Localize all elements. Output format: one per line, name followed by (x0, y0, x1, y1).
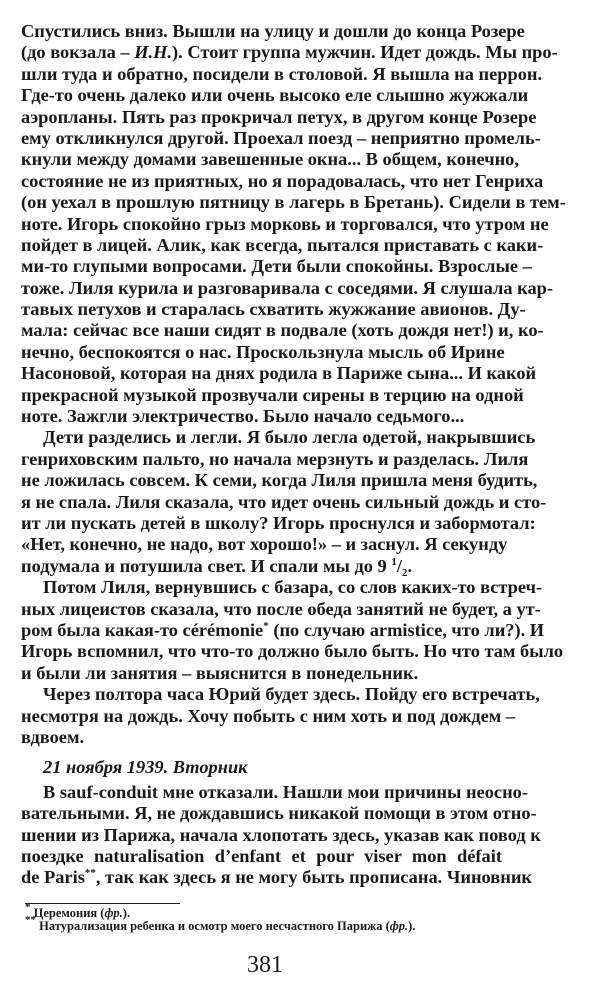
text-line (21, 427, 536, 448)
text-line (21, 234, 544, 256)
text-line (21, 727, 502, 748)
text-line (21, 684, 540, 705)
text-line (21, 256, 532, 277)
diary-text-body (21, 21, 566, 748)
text-segment: нечно, беспокоятся о нас. Проскользнула мысль об Ирине (21, 341, 505, 362)
text-line (21, 577, 543, 598)
text-line (21, 867, 533, 888)
text-segment: Игорь вспомнил, что что-то должно было быть. Но что там было (21, 641, 564, 662)
text-segment: ему откликнулся другой. Проехал поезд – неприятно промель- (21, 127, 541, 148)
text-line (21, 406, 502, 427)
text-segment: , так как здесь я не могу быть прописана. Чиновник (95, 867, 533, 887)
text-line (21, 824, 541, 846)
text-segment: ** (84, 867, 96, 879)
text-line (21, 470, 538, 491)
footnote-2: ** Натурализация ребенка и осмотр моего несчастного Парижа (фр.). (25, 914, 416, 933)
text-segment: состояние не из приятных, но я порадовалась, что нет Генриха (21, 170, 544, 191)
diary-entry-text (21, 782, 541, 888)
text-line (21, 63, 543, 85)
text-line (21, 534, 508, 555)
footnote-divider (25, 903, 180, 904)
text-segment: de Paris (21, 867, 85, 887)
text-line (21, 782, 528, 803)
text-line (21, 192, 566, 213)
text-segment: шли туда и обратно, посидели в столовой. Я вышла на перрон. (21, 63, 543, 84)
text-segment: ит ли пускать детей в школу? Игорь проснулся и забормотал: (21, 512, 536, 533)
text-segment: ром была какая-то cérémonie (21, 619, 264, 640)
text-segment: Потом Лиля, вернувшись с базара, со слов каких-то встреч- (43, 577, 543, 598)
text-segment: тоже. Лиля курила и разговаривала с соседями. Я слушала кар- (21, 277, 554, 298)
text-segment: Спустились вниз. Вышли на улицу и дошли до конца Розере (21, 21, 525, 41)
text-segment: не ложилась совсем. К семи, когда Лиля пришла меня будить, (21, 470, 538, 491)
text-segment: несмотря на дождь. Хочу побыть с ним хоть и под дождем – (21, 705, 516, 726)
text-segment: 1 (391, 555, 397, 568)
text-line (21, 213, 549, 235)
diary-entry-heading: 21 ноября 1939. Вторник (43, 757, 248, 777)
text-line (21, 448, 529, 470)
text-line (21, 149, 519, 170)
footnote-mark: * (25, 901, 31, 913)
text-segment: подумала и потушила свет. И спали мы до 9 (21, 555, 392, 576)
text-line (21, 299, 526, 320)
text-segment: ных лицеистов сказала, что после обеда занятий не будет, а ут- (21, 598, 541, 619)
text-segment: И.Н. (134, 42, 173, 63)
text-line (21, 619, 545, 641)
text-segment: 2 (401, 566, 408, 579)
page-number: 381 (247, 952, 283, 978)
text-segment: тавых петухов и старалась схватить жужжание авионов. Ду- (21, 299, 526, 320)
text-line (21, 170, 544, 192)
text-segment: ми-то глупыми вопросами. Дети были спокойны. Взрослые – (21, 256, 532, 277)
text-segment: вдвоем. (21, 726, 85, 747)
text-line (21, 803, 537, 824)
text-line (21, 106, 537, 128)
text-line (21, 320, 544, 341)
text-line (21, 846, 502, 867)
text-segment: пойдет в лицей. Алик, как всегда, пытался приставать с каки- (21, 234, 544, 255)
text-line (21, 127, 541, 149)
text-segment: (он уехал в прошлую пятницу в лагерь в Бретань). Сидели в тем- (21, 192, 566, 213)
text-line (21, 85, 529, 106)
text-line (21, 341, 505, 363)
text-segment: «Нет, конечно, не надо, вот хорошо!» – и заснул. Я секунду (21, 534, 508, 555)
text-line (21, 21, 525, 42)
text-segment: Где-то очень далеко или очень высоко еле слышно жужжали (21, 85, 529, 106)
text-line (21, 363, 537, 384)
text-segment: . (407, 555, 413, 576)
text-segment: / (396, 555, 402, 576)
text-line (21, 663, 502, 684)
text-segment: шении из Парижа, начала хлопотать здесь, указав как повод к (21, 824, 541, 845)
text-segment: * (263, 619, 269, 632)
text-segment: мала: сейчас все наши сидят в подвале (хоть дождя нет!) и, ко- (21, 320, 544, 341)
text-segment: (до вокзала – (21, 42, 135, 63)
footnote-1: * Церемония (фр.). (25, 901, 131, 920)
text-segment: ноте. Зажгли электричество. Было начало седьмого... (21, 406, 465, 427)
text-segment: генриховским пальто, но начала мерзнуть и разделась. Лиля (21, 448, 529, 469)
text-segment: Дети разделись и легли. Я было легла одетой, накрывшись (43, 427, 536, 448)
text-segment: вательными. Я, не дождавшись никакой помощи в этом отно- (21, 803, 537, 824)
text-segment: поездке naturalisation d’enfant et pour viser mon défait (21, 845, 502, 866)
text-line (21, 42, 558, 63)
text-segment: (по случаю armistice, что ли?). И (268, 619, 545, 640)
text-segment: прекрасной музыкой прозвучали сирены в терцию на одной (21, 384, 524, 405)
text-segment: Через полтора часа Юрий будет здесь. Пойду его встречать, (43, 684, 540, 705)
text-segment: кнули между домами завешенные окна... В общем, конечно, (21, 149, 519, 170)
text-segment: ). Стоит группа мужчин. Идет дождь. Мы про- (172, 42, 558, 63)
footnote-mark: ** (25, 914, 36, 926)
text-line (21, 512, 536, 534)
text-line (21, 556, 502, 577)
text-line (21, 598, 541, 620)
text-line (21, 705, 516, 727)
text-line (21, 277, 554, 299)
text-segment: и были ли занятия – выяснится в понедельник. (21, 662, 419, 683)
text-segment: я не спала. Лиля сказала, что идет очень сильный дождь и сто- (21, 491, 547, 512)
text-line (21, 641, 564, 662)
text-segment: аэропланы. Пять раз прокричал петух, в другом конце Розере (21, 106, 537, 127)
text-segment: Насоновой, которая на днях родила в Париже сына... И какой (21, 363, 537, 384)
text-line (21, 491, 547, 513)
text-segment: В sauf-conduit мне отказали. Нашли мои причины неосно- (43, 782, 528, 802)
text-segment: ноте. Игорь спокойно грыз морковь и торговался, что утром не (21, 213, 549, 234)
text-line (21, 384, 524, 406)
